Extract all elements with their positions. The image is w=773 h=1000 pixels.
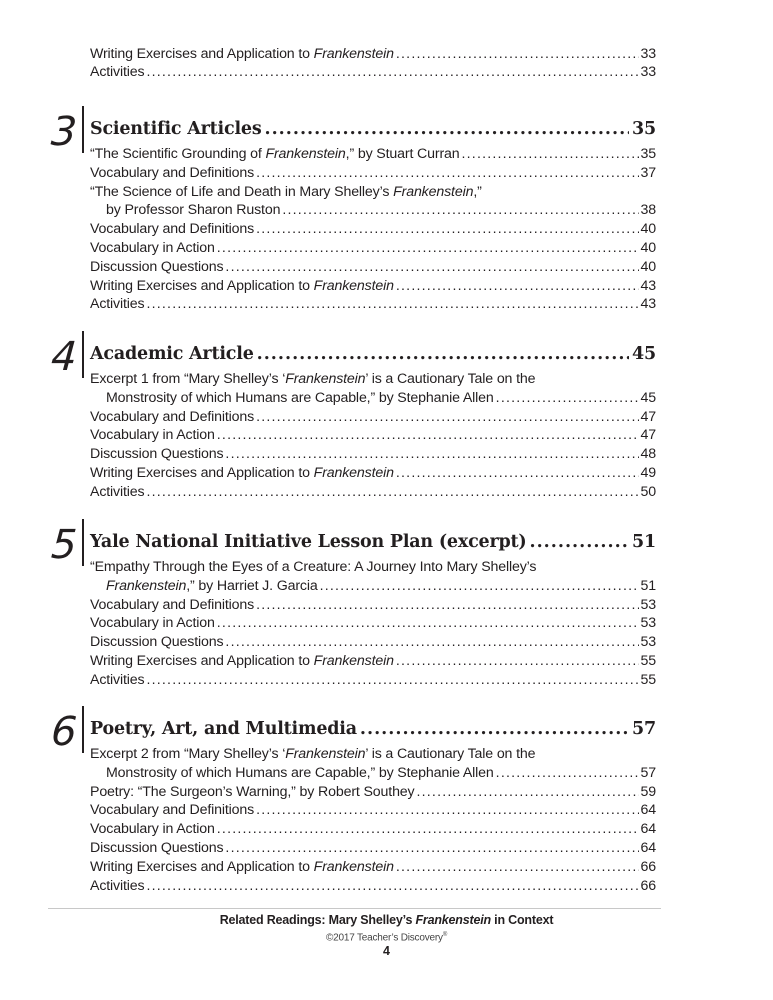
dot-leader — [396, 45, 639, 64]
label-italic-title: Frankenstein — [313, 45, 394, 62]
label-text: Poetry: “The Surgeon’s Warning,” by Robert Southey — [90, 783, 415, 800]
dot-leader — [146, 295, 638, 314]
footer-title-post: in Context — [490, 913, 554, 927]
toc-entry[interactable] — [90, 783, 656, 802]
footer-book-title — [0, 913, 773, 927]
registered-mark: ® — [442, 932, 448, 938]
label-text: Vocabulary in Action — [90, 427, 215, 444]
toc-entry-page: 47 — [640, 408, 656, 425]
label-text: Activities — [90, 64, 145, 81]
toc-entry[interactable] — [90, 220, 656, 239]
section-divider — [82, 706, 84, 753]
label-text-after: ,” by Stuart Curran — [345, 146, 460, 162]
toc-entry-page: 40 — [640, 240, 656, 256]
label-text: Writing Exercises and Application to — [90, 45, 314, 62]
footer-title-pre: Related Readings: Mary Shelley’s — [219, 913, 416, 927]
toc-entry[interactable] — [90, 164, 656, 183]
toc-entry-label — [90, 671, 144, 690]
toc-entry-page: 49 — [640, 465, 656, 481]
toc-entry[interactable] — [90, 483, 656, 502]
toc-entry-label — [106, 201, 280, 220]
label-text: by Professor Sharon Ruston — [106, 202, 281, 219]
section-divider — [82, 331, 84, 378]
toc-entry-label — [90, 63, 144, 82]
toc-entry-label — [90, 483, 144, 502]
toc-entry-label — [106, 389, 494, 408]
dot-leader — [496, 389, 639, 408]
label-text-after: ,” — [473, 183, 482, 200]
label-text-after: ,” by Harriet J. Garcia — [186, 577, 318, 594]
toc-entry-label — [90, 145, 460, 164]
label-italic-title: Frankenstein — [313, 465, 394, 481]
dot-leader — [496, 764, 639, 783]
section-number: 3 — [49, 109, 79, 155]
toc-entry-page: 66 — [640, 858, 656, 875]
dot-leader — [146, 877, 638, 896]
toc-entry[interactable] — [90, 464, 656, 483]
toc-entry[interactable] — [90, 820, 656, 839]
section-divider — [82, 106, 84, 153]
dot-leader — [225, 445, 638, 464]
toc-entry[interactable] — [90, 370, 656, 389]
dot-leader — [256, 408, 638, 427]
toc-entry[interactable] — [106, 764, 656, 783]
toc-entry[interactable] — [90, 445, 656, 464]
toc-entry-label — [90, 164, 254, 183]
toc-entry-label — [90, 220, 254, 239]
toc-entry-page: 53 — [640, 615, 656, 632]
toc-entry[interactable] — [90, 596, 656, 615]
label-text: Excerpt 1 from “Mary Shelley’s ‘ — [90, 371, 286, 387]
toc-entry-label — [90, 858, 394, 877]
dot-leader — [217, 614, 639, 633]
toc-entry-label — [90, 652, 394, 671]
dot-leader — [217, 820, 639, 839]
dot-leader — [530, 529, 630, 555]
toc-entry-page: 51 — [640, 577, 656, 594]
toc-entry[interactable] — [90, 877, 656, 896]
dot-leader — [282, 201, 638, 220]
toc-entry-page: 55 — [640, 653, 656, 669]
toc-entry[interactable] — [90, 277, 656, 296]
toc-entry[interactable] — [90, 671, 656, 690]
dot-leader — [264, 116, 629, 142]
label-text-after: ’ is a Cautionary Tale on the — [365, 371, 536, 387]
toc-entry-label — [90, 801, 254, 820]
page-number: 4 — [383, 944, 390, 958]
toc-entry-label — [90, 614, 215, 633]
toc-entry[interactable] — [90, 295, 656, 314]
label-italic-title: Frankenstein — [285, 746, 366, 762]
dot-leader — [256, 596, 638, 615]
toc-entry-label — [90, 596, 254, 615]
label-text: Monstrosity of which Humans are Capable,” by Stephanie Allen — [106, 389, 494, 406]
toc-entry-label — [90, 239, 215, 258]
label-text: “The Scientific Grounding of — [90, 146, 266, 162]
toc-entry-label — [90, 426, 215, 445]
label-text: Vocabulary and Definitions — [90, 802, 255, 819]
label-text: Writing Exercises and Application to — [90, 653, 314, 669]
toc-entry[interactable] — [106, 201, 656, 220]
toc-entry-page: 66 — [640, 877, 656, 894]
label-italic-title: Frankenstein — [313, 858, 394, 875]
toc-entry[interactable] — [106, 389, 656, 408]
dot-leader — [217, 426, 639, 445]
toc-entry[interactable] — [90, 558, 656, 577]
toc-entry[interactable] — [90, 45, 656, 64]
dot-leader — [146, 63, 638, 82]
label-text: Vocabulary in Action — [90, 821, 215, 838]
toc-entry[interactable] — [90, 426, 656, 445]
toc-entry[interactable] — [90, 63, 656, 82]
toc-entry[interactable] — [90, 801, 656, 820]
section-title: Academic Article — [90, 344, 254, 364]
dot-leader — [225, 839, 638, 858]
dot-leader — [360, 716, 629, 742]
section-page: 57 — [632, 719, 656, 739]
section-title: Poetry, Art, and Multimedia — [90, 719, 357, 739]
label-text: Discussion Questions — [90, 446, 224, 463]
toc-entry-page: 55 — [640, 671, 656, 688]
dot-leader — [256, 164, 638, 183]
section-heading[interactable] — [90, 716, 656, 742]
toc-entry[interactable] — [90, 858, 656, 877]
toc-entry[interactable] — [90, 258, 656, 277]
label-text: Vocabulary and Definitions — [90, 596, 255, 613]
toc-entry-page: 45 — [640, 389, 656, 406]
toc-entry-page: 33 — [640, 64, 656, 81]
toc-entry[interactable] — [106, 577, 656, 596]
section-title: Yale National Initiative Lesson Plan (excerpt) — [90, 532, 527, 552]
toc-entry[interactable] — [90, 145, 656, 164]
toc-entry[interactable] — [90, 652, 656, 671]
copyright-text: ©2017 Teacher’s Discovery — [325, 932, 443, 944]
section-number: 5 — [49, 522, 79, 568]
dot-leader — [257, 341, 629, 367]
toc-entry[interactable] — [90, 239, 656, 258]
label-text: Writing Exercises and Application to — [90, 858, 314, 875]
toc-entry-page: 35 — [640, 146, 656, 162]
label-text: Activities — [90, 296, 145, 313]
section-page: 35 — [632, 119, 656, 139]
toc-entry-page: 50 — [640, 483, 656, 500]
section-page: 51 — [632, 532, 656, 552]
label-italic-title: Frankenstein — [285, 371, 366, 387]
label-text: Discussion Questions — [90, 258, 224, 275]
dot-leader — [396, 652, 639, 671]
toc-entry-label — [90, 295, 144, 314]
toc-entry-page: 48 — [640, 446, 656, 463]
dot-leader — [320, 577, 639, 596]
section-page: 45 — [632, 344, 656, 364]
toc-entry-page: 47 — [640, 427, 656, 444]
section-heading[interactable] — [90, 341, 656, 367]
toc-entry-label — [90, 839, 223, 858]
toc-entry[interactable] — [90, 745, 656, 764]
toc-entry-page: 53 — [640, 634, 656, 651]
label-italic-title: Frankenstein — [265, 146, 346, 162]
dot-leader — [256, 220, 638, 239]
label-text: Monstrosity of which Humans are Capable,” by Stephanie Allen — [106, 764, 494, 781]
label-italic-title: Frankenstein — [393, 183, 474, 200]
label-text: Vocabulary and Definitions — [90, 221, 255, 238]
toc-entry-label — [90, 464, 394, 483]
toc-entry[interactable] — [90, 408, 656, 427]
toc-entry-label — [90, 783, 415, 802]
toc-entry-page: 59 — [640, 783, 656, 800]
label-text: Discussion Questions — [90, 840, 224, 856]
section-number: 6 — [49, 709, 79, 755]
section-divider — [82, 519, 84, 566]
label-text: Activities — [90, 483, 145, 500]
toc-entry-label — [90, 633, 223, 652]
dot-leader — [146, 483, 638, 502]
toc-entry-page: 38 — [640, 202, 656, 219]
toc-entry-label — [90, 445, 223, 464]
toc-entry-label — [90, 258, 223, 277]
dot-leader — [217, 239, 639, 258]
dot-leader — [146, 671, 638, 690]
dot-leader — [417, 783, 639, 802]
toc-entry-page: 37 — [640, 164, 656, 181]
toc-entry-page: 57 — [640, 764, 656, 781]
toc-entry-label — [90, 558, 536, 577]
toc-entry-label — [90, 877, 144, 896]
toc-entry-label — [90, 820, 215, 839]
dot-leader — [396, 464, 639, 483]
footer-copyright — [0, 932, 773, 943]
toc-entry-label — [90, 183, 482, 202]
toc-entry-page: 64 — [640, 802, 656, 819]
toc-entry-label — [90, 277, 394, 296]
section-heading[interactable] — [90, 529, 656, 555]
label-text: Discussion Questions — [90, 634, 224, 651]
label-italic-title: Frankenstein — [313, 277, 394, 294]
dot-leader — [396, 277, 639, 296]
dot-leader — [225, 633, 638, 652]
toc-entry-label — [106, 577, 318, 596]
toc-entry[interactable] — [90, 839, 656, 858]
label-text: Activities — [90, 671, 145, 688]
toc-entry-page: 40 — [640, 258, 656, 275]
section-heading[interactable] — [90, 116, 656, 142]
dot-leader — [225, 258, 638, 277]
label-italic-title: Frankenstein — [313, 653, 394, 669]
label-text: Vocabulary and Definitions — [90, 164, 255, 181]
label-text: “The Science of Life and Death in Mary Shelley’s — [90, 183, 394, 200]
toc-entry[interactable] — [90, 633, 656, 652]
dot-leader — [256, 801, 638, 820]
label-italic-title: Frankenstein — [106, 577, 187, 594]
label-text: “Empathy Through the Eyes of a Creature: A Journey Into Mary Shelley’s — [90, 559, 537, 575]
footer-title-em: Frankenstein — [415, 913, 491, 927]
footer-divider — [48, 908, 661, 909]
toc-entry[interactable] — [90, 614, 656, 633]
toc-entry-page: 43 — [640, 277, 656, 294]
label-text: Vocabulary in Action — [90, 615, 215, 632]
label-text: Writing Exercises and Application to — [90, 465, 314, 481]
toc-entry-page: 64 — [640, 840, 656, 856]
label-text-after: ’ is a Cautionary Tale on the — [365, 746, 536, 762]
toc-entry-page: 43 — [640, 296, 656, 313]
toc-entry-label — [90, 408, 254, 427]
toc-entry-page: 64 — [640, 821, 656, 838]
section-number: 4 — [49, 334, 79, 380]
toc-entry-label — [90, 45, 394, 64]
label-text: Activities — [90, 877, 145, 894]
dot-leader — [396, 858, 639, 877]
toc-entry-label — [90, 370, 535, 389]
toc-entry-label — [106, 764, 494, 783]
label-text: Excerpt 2 from “Mary Shelley’s ‘ — [90, 746, 286, 762]
toc-entry-label — [90, 745, 535, 764]
section-title: Scientific Articles — [90, 119, 262, 139]
label-text: Vocabulary and Definitions — [90, 408, 255, 425]
dot-leader — [462, 145, 639, 164]
toc-entry-page: 40 — [640, 221, 656, 238]
toc-entry-page: 53 — [640, 596, 656, 613]
label-text: Vocabulary in Action — [90, 240, 215, 256]
toc-entry-page: 33 — [640, 45, 656, 62]
label-text: Writing Exercises and Application to — [90, 277, 314, 294]
toc-entry[interactable] — [90, 183, 656, 202]
